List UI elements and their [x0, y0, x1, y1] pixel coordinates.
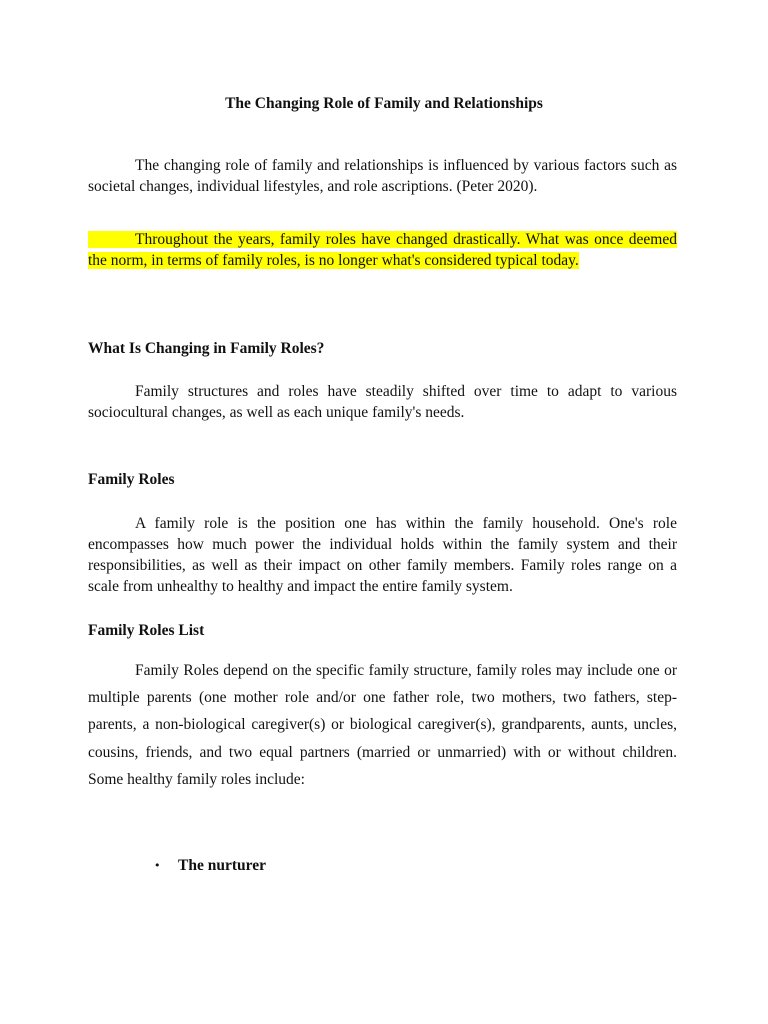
document-title: The Changing Role of Family and Relationships: [225, 95, 543, 112]
highlighted-paragraph: [88, 229, 677, 271]
bullet-icon: •: [154, 859, 161, 872]
section-paragraph-family-roles-list: [88, 657, 677, 793]
section-heading-what-is-changing: What Is Changing in Family Roles?: [88, 340, 325, 357]
highlighted-text-block: [88, 231, 677, 269]
section-heading-family-roles-list: Family Roles List: [88, 622, 205, 639]
healthy-roles-list: [88, 856, 266, 876]
section-heading-family-roles: Family Roles: [88, 471, 175, 488]
list-item: [88, 856, 266, 876]
list-item-label: The nurturer: [178, 857, 266, 874]
intro-paragraph: [88, 155, 677, 197]
section-body-what-is-changing: Family structures and roles have steadily shifted over time to adapt to various sociocultural changes, as well as each unique family's needs.: [88, 383, 677, 421]
section-body-family-roles-list: Family Roles depend on the specific family structure, family roles may include one or multiple parents (one mother role and/or one father role, two mothers, two fathers, step-parents, a non-biological caregiver(s) or biological caregiver(s), grandparents, aunts, uncles, cousins, friends, and two equal partners (married or unmarried) with or without children. Some healthy family roles include:: [88, 662, 677, 788]
section-paragraph-what-is-changing: [88, 381, 677, 423]
highlighted-text: Throughout the years, family roles have changed drastically. What was once deemed the norm, in terms of family roles, is no longer what's considered typical today.: [88, 231, 677, 269]
section-paragraph-family-roles: [88, 513, 677, 597]
intro-text: The changing role of family and relationships is influenced by various factors such as societal changes, individual lifestyles, and role ascriptions. (Peter 2020).: [88, 157, 677, 195]
section-body-family-roles: A family role is the position one has within the family household. One's role encompasses how much power the individual holds within the family system and their responsibilities, as well as their impact on other family members. Family roles range on a scale from unhealthy to healthy and impact the entire family system.: [88, 515, 677, 595]
